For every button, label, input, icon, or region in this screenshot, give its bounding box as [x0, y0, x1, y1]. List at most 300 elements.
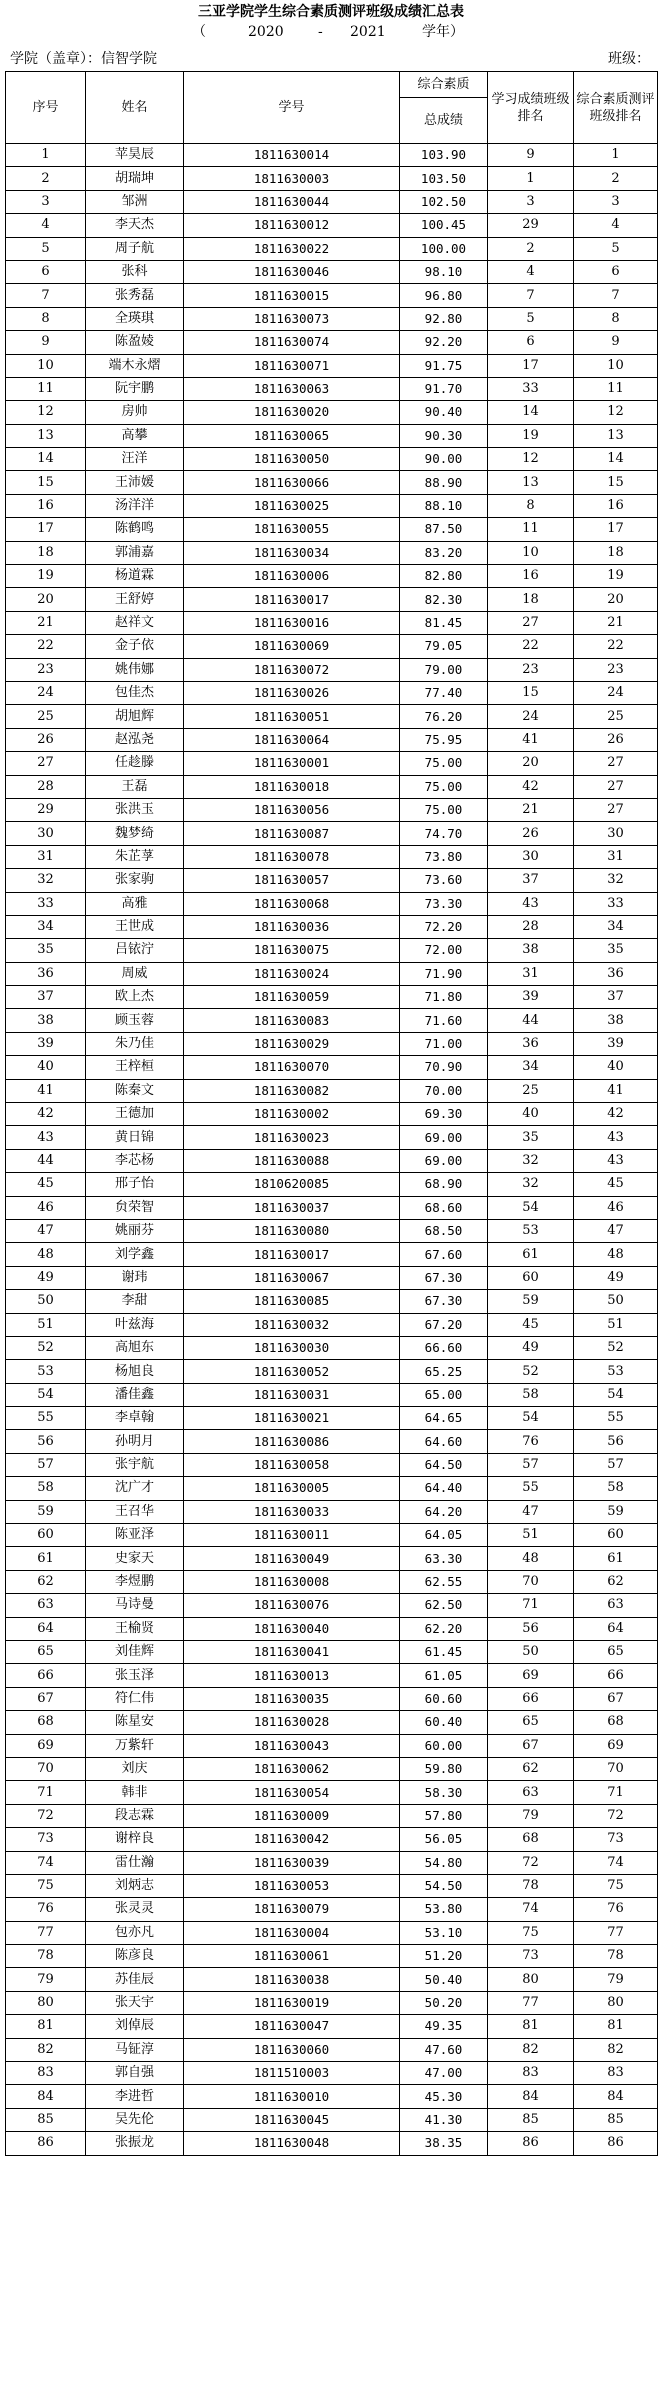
- cell-index: 82: [6, 2038, 86, 2061]
- cell-name: 刘佳辉: [86, 1641, 184, 1664]
- cell-eval-rank: 42: [574, 1103, 658, 1126]
- cell-eval-rank: 27: [574, 775, 658, 798]
- cell-name: 郭浦嘉: [86, 541, 184, 564]
- cell-score: 54.50: [400, 1874, 488, 1897]
- cell-score: 77.40: [400, 681, 488, 704]
- cell-name: 张玉泽: [86, 1664, 184, 1687]
- cell-name: 阮宇鹏: [86, 377, 184, 400]
- cell-eval-rank: 13: [574, 424, 658, 447]
- cell-index: 24: [6, 681, 86, 704]
- cell-name: 张科: [86, 260, 184, 283]
- cell-score: 102.50: [400, 190, 488, 213]
- cell-name: 张秀磊: [86, 284, 184, 307]
- cell-student-id: 1811630085: [184, 1290, 400, 1313]
- cell-study-rank: 62: [488, 1757, 574, 1780]
- cell-student-id: 1811630004: [184, 1921, 400, 1944]
- cell-study-rank: 40: [488, 1103, 574, 1126]
- cell-name: 沈广才: [86, 1477, 184, 1500]
- cell-name: 杨旭良: [86, 1360, 184, 1383]
- cell-study-rank: 7: [488, 284, 574, 307]
- cell-score: 72.00: [400, 939, 488, 962]
- cell-eval-rank: 14: [574, 448, 658, 471]
- cell-study-rank: 47: [488, 1500, 574, 1523]
- cell-eval-rank: 82: [574, 2038, 658, 2061]
- table-row: [6, 331, 658, 354]
- table-row: [6, 1874, 658, 1897]
- cell-eval-rank: 50: [574, 1290, 658, 1313]
- table-row: [6, 518, 658, 541]
- cell-eval-rank: 18: [574, 541, 658, 564]
- cell-index: 33: [6, 892, 86, 915]
- table-row: [6, 1757, 658, 1780]
- cell-study-rank: 4: [488, 260, 574, 283]
- cell-score: 70.90: [400, 1056, 488, 1079]
- class-label: 班级：: [608, 51, 650, 67]
- end-year: 2021: [350, 24, 386, 40]
- cell-eval-rank: 8: [574, 307, 658, 330]
- cell-name: 史家天: [86, 1547, 184, 1570]
- cell-student-id: 1811630078: [184, 845, 400, 868]
- table-row: [6, 869, 658, 892]
- cell-study-rank: 54: [488, 1196, 574, 1219]
- table-row: [6, 822, 658, 845]
- table-row: [6, 915, 658, 938]
- cell-study-rank: 61: [488, 1243, 574, 1266]
- year-dash: -: [318, 24, 323, 40]
- cell-study-rank: 54: [488, 1407, 574, 1430]
- cell-student-id: 1811630018: [184, 775, 400, 798]
- cell-index: 52: [6, 1336, 86, 1359]
- cell-score: 47.60: [400, 2038, 488, 2061]
- table-row: [6, 1009, 658, 1032]
- cell-name: 王榆贤: [86, 1617, 184, 1640]
- cell-study-rank: 75: [488, 1921, 574, 1944]
- cell-score: 64.60: [400, 1430, 488, 1453]
- cell-name: 高旭东: [86, 1336, 184, 1359]
- table-row: [6, 541, 658, 564]
- cell-student-id: 1811630024: [184, 962, 400, 985]
- table-row: [6, 1594, 658, 1617]
- cell-student-id: 1811630020: [184, 401, 400, 424]
- cell-index: 67: [6, 1687, 86, 1710]
- cell-name: 张天宇: [86, 1991, 184, 2014]
- cell-eval-rank: 9: [574, 331, 658, 354]
- cell-index: 42: [6, 1103, 86, 1126]
- table-row: [6, 775, 658, 798]
- cell-score: 64.20: [400, 1500, 488, 1523]
- table-row: [6, 260, 658, 283]
- table-row: [6, 1851, 658, 1874]
- cell-name: 房帅: [86, 401, 184, 424]
- cell-eval-rank: 43: [574, 1126, 658, 1149]
- cell-name: 王舒婷: [86, 588, 184, 611]
- cell-student-id: 1811630002: [184, 1103, 400, 1126]
- cell-score: 47.00: [400, 2062, 488, 2085]
- cell-eval-rank: 58: [574, 1477, 658, 1500]
- cell-study-rank: 80: [488, 1968, 574, 1991]
- table-row: [6, 377, 658, 400]
- cell-name: 张家驹: [86, 869, 184, 892]
- table-row: [6, 1687, 658, 1710]
- cell-name: 高攀: [86, 424, 184, 447]
- cell-eval-rank: 55: [574, 1407, 658, 1430]
- cell-student-id: 1811630053: [184, 1874, 400, 1897]
- cell-index: 63: [6, 1594, 86, 1617]
- table-row: [6, 1898, 658, 1921]
- cell-student-id: 1811630082: [184, 1079, 400, 1102]
- cell-eval-rank: 17: [574, 518, 658, 541]
- cell-student-id: 1811630031: [184, 1383, 400, 1406]
- cell-eval-rank: 16: [574, 494, 658, 517]
- cell-eval-rank: 70: [574, 1757, 658, 1780]
- cell-eval-rank: 37: [574, 986, 658, 1009]
- cell-study-rank: 22: [488, 635, 574, 658]
- cell-student-id: 1811630033: [184, 1500, 400, 1523]
- cell-eval-rank: 81: [574, 2015, 658, 2038]
- page-title: 三亚学院学生综合素质测评班级成绩汇总表: [198, 4, 464, 20]
- cell-eval-rank: 19: [574, 565, 658, 588]
- cell-eval-rank: 65: [574, 1641, 658, 1664]
- cell-student-id: 1811630066: [184, 471, 400, 494]
- cell-score: 62.55: [400, 1570, 488, 1593]
- cell-student-id: 1811630010: [184, 2085, 400, 2108]
- table-row: [6, 658, 658, 681]
- cell-eval-rank: 62: [574, 1570, 658, 1593]
- cell-study-rank: 33: [488, 377, 574, 400]
- table-row: [6, 2015, 658, 2038]
- cell-score: 91.70: [400, 377, 488, 400]
- cell-name: 谢玮: [86, 1266, 184, 1289]
- cell-eval-rank: 76: [574, 1898, 658, 1921]
- year-open-paren: （: [192, 24, 206, 40]
- cell-score: 67.30: [400, 1266, 488, 1289]
- table-row: [6, 167, 658, 190]
- cell-eval-rank: 41: [574, 1079, 658, 1102]
- cell-index: 80: [6, 1991, 86, 2014]
- cell-index: 81: [6, 2015, 86, 2038]
- cell-student-id: 1811630039: [184, 1851, 400, 1874]
- cell-study-rank: 23: [488, 658, 574, 681]
- cell-study-rank: 52: [488, 1360, 574, 1383]
- cell-index: 35: [6, 939, 86, 962]
- cell-eval-rank: 61: [574, 1547, 658, 1570]
- table-row: [6, 705, 658, 728]
- cell-index: 36: [6, 962, 86, 985]
- cell-study-rank: 8: [488, 494, 574, 517]
- cell-index: 83: [6, 2062, 86, 2085]
- cell-score: 79.00: [400, 658, 488, 681]
- cell-eval-rank: 20: [574, 588, 658, 611]
- cell-index: 44: [6, 1149, 86, 1172]
- cell-study-rank: 77: [488, 1991, 574, 2014]
- cell-index: 60: [6, 1524, 86, 1547]
- cell-eval-rank: 34: [574, 915, 658, 938]
- cell-student-id: 1811630005: [184, 1477, 400, 1500]
- cell-index: 50: [6, 1290, 86, 1313]
- cell-eval-rank: 6: [574, 260, 658, 283]
- cell-name: 陈鹤鸣: [86, 518, 184, 541]
- table-row: [6, 1945, 658, 1968]
- table-row: [6, 681, 658, 704]
- cell-name: 万紫轩: [86, 1734, 184, 1757]
- cell-name: 王召华: [86, 1500, 184, 1523]
- cell-study-rank: 82: [488, 2038, 574, 2061]
- cell-study-rank: 76: [488, 1430, 574, 1453]
- cell-study-rank: 51: [488, 1524, 574, 1547]
- cell-eval-rank: 66: [574, 1664, 658, 1687]
- cell-eval-rank: 25: [574, 705, 658, 728]
- table-row: [6, 962, 658, 985]
- cell-student-id: 1811630011: [184, 1524, 400, 1547]
- table-row: [6, 1430, 658, 1453]
- cell-index: 69: [6, 1734, 86, 1757]
- cell-study-rank: 32: [488, 1173, 574, 1196]
- header-study-rank: 学习成绩班级排名: [488, 72, 574, 144]
- table-row: [6, 1547, 658, 1570]
- cell-index: 54: [6, 1383, 86, 1406]
- table-row: [6, 1360, 658, 1383]
- table-row: [6, 1336, 658, 1359]
- table-row: [6, 2062, 658, 2085]
- table-row: [6, 565, 658, 588]
- cell-score: 56.05: [400, 1828, 488, 1851]
- cell-study-rank: 19: [488, 424, 574, 447]
- cell-study-rank: 85: [488, 2108, 574, 2131]
- cell-index: 48: [6, 1243, 86, 1266]
- cell-eval-rank: 54: [574, 1383, 658, 1406]
- cell-student-id: 1811630060: [184, 2038, 400, 2061]
- cell-student-id: 1811630017: [184, 1243, 400, 1266]
- cell-index: 7: [6, 284, 86, 307]
- cell-eval-rank: 5: [574, 237, 658, 260]
- cell-eval-rank: 23: [574, 658, 658, 681]
- cell-name: 张宇航: [86, 1453, 184, 1476]
- cell-eval-rank: 84: [574, 2085, 658, 2108]
- cell-score: 38.35: [400, 2132, 488, 2155]
- cell-score: 76.20: [400, 705, 488, 728]
- cell-study-rank: 37: [488, 869, 574, 892]
- table-row: [6, 2132, 658, 2155]
- cell-eval-rank: 69: [574, 1734, 658, 1757]
- cell-study-rank: 78: [488, 1874, 574, 1897]
- cell-index: 5: [6, 237, 86, 260]
- cell-score: 90.00: [400, 448, 488, 471]
- cell-score: 41.30: [400, 2108, 488, 2131]
- cell-name: 邹洲: [86, 190, 184, 213]
- cell-score: 68.50: [400, 1219, 488, 1242]
- cell-study-rank: 25: [488, 1079, 574, 1102]
- cell-eval-rank: 3: [574, 190, 658, 213]
- cell-eval-rank: 22: [574, 635, 658, 658]
- table-row: [6, 1617, 658, 1640]
- cell-eval-rank: 27: [574, 752, 658, 775]
- cell-study-rank: 16: [488, 565, 574, 588]
- table-row: [6, 635, 658, 658]
- cell-score: 68.90: [400, 1173, 488, 1196]
- cell-student-id: 1811630052: [184, 1360, 400, 1383]
- cell-name: 潘佳鑫: [86, 1383, 184, 1406]
- cell-score: 54.80: [400, 1851, 488, 1874]
- table-row: [6, 1219, 658, 1242]
- cell-name: 姚丽芬: [86, 1219, 184, 1242]
- cell-study-rank: 72: [488, 1851, 574, 1874]
- cell-index: 10: [6, 354, 86, 377]
- cell-student-id: 1811630069: [184, 635, 400, 658]
- cell-study-rank: 1: [488, 167, 574, 190]
- table-row: [6, 307, 658, 330]
- cell-name: 张洪玉: [86, 798, 184, 821]
- cell-name: 李煜鹏: [86, 1570, 184, 1593]
- cell-study-rank: 30: [488, 845, 574, 868]
- cell-index: 4: [6, 214, 86, 237]
- cell-student-id: 1811630083: [184, 1009, 400, 1032]
- cell-student-id: 1811630045: [184, 2108, 400, 2131]
- table-row: [6, 752, 658, 775]
- cell-name: 刘庆: [86, 1757, 184, 1780]
- cell-name: 苹昊辰: [86, 144, 184, 167]
- cell-eval-rank: 15: [574, 471, 658, 494]
- cell-study-rank: 20: [488, 752, 574, 775]
- cell-name: 吴先伦: [86, 2108, 184, 2131]
- cell-score: 67.60: [400, 1243, 488, 1266]
- cell-study-rank: 36: [488, 1032, 574, 1055]
- cell-study-rank: 49: [488, 1336, 574, 1359]
- cell-study-rank: 29: [488, 214, 574, 237]
- cell-eval-rank: 30: [574, 822, 658, 845]
- cell-score: 50.20: [400, 1991, 488, 2014]
- cell-index: 74: [6, 1851, 86, 1874]
- cell-index: 86: [6, 2132, 86, 2155]
- table-row: [6, 1991, 658, 2014]
- cell-study-rank: 14: [488, 401, 574, 424]
- cell-study-rank: 38: [488, 939, 574, 962]
- header-student-id: 学号: [184, 72, 400, 144]
- cell-student-id: 1811630013: [184, 1664, 400, 1687]
- cell-eval-rank: 71: [574, 1781, 658, 1804]
- table-row: [6, 1056, 658, 1079]
- cell-name: 顾玉蓉: [86, 1009, 184, 1032]
- table-row: [6, 1804, 658, 1827]
- cell-study-rank: 81: [488, 2015, 574, 2038]
- cell-study-rank: 2: [488, 237, 574, 260]
- table-row: [6, 1266, 658, 1289]
- cell-eval-rank: 24: [574, 681, 658, 704]
- table-row: [6, 2038, 658, 2061]
- cell-score: 82.30: [400, 588, 488, 611]
- cell-index: 23: [6, 658, 86, 681]
- cell-student-id: 1811630016: [184, 611, 400, 634]
- cell-score: 71.60: [400, 1009, 488, 1032]
- cell-score: 65.00: [400, 1383, 488, 1406]
- cell-eval-rank: 68: [574, 1711, 658, 1734]
- cell-score: 69.00: [400, 1126, 488, 1149]
- cell-score: 65.25: [400, 1360, 488, 1383]
- cell-study-rank: 65: [488, 1711, 574, 1734]
- cell-name: 包佳杰: [86, 681, 184, 704]
- cell-index: 84: [6, 2085, 86, 2108]
- header-score-top: 综合素质: [400, 72, 488, 98]
- cell-score: 79.05: [400, 635, 488, 658]
- cell-eval-rank: 36: [574, 962, 658, 985]
- cell-score: 45.30: [400, 2085, 488, 2108]
- table-row: [6, 214, 658, 237]
- cell-score: 64.65: [400, 1407, 488, 1430]
- cell-score: 87.50: [400, 518, 488, 541]
- table-row: [6, 1570, 658, 1593]
- cell-index: 70: [6, 1757, 86, 1780]
- cell-score: 75.00: [400, 775, 488, 798]
- cell-name: 李甜: [86, 1290, 184, 1313]
- cell-student-id: 1811630032: [184, 1313, 400, 1336]
- cell-index: 32: [6, 869, 86, 892]
- cell-student-id: 1811630017: [184, 588, 400, 611]
- cell-name: 周子航: [86, 237, 184, 260]
- cell-study-rank: 35: [488, 1126, 574, 1149]
- cell-index: 56: [6, 1430, 86, 1453]
- cell-student-id: 1811630029: [184, 1032, 400, 1055]
- cell-eval-rank: 79: [574, 1968, 658, 1991]
- cell-study-rank: 59: [488, 1290, 574, 1313]
- table-row: [6, 611, 658, 634]
- table-row: [6, 798, 658, 821]
- cell-score: 92.80: [400, 307, 488, 330]
- cell-study-rank: 67: [488, 1734, 574, 1757]
- cell-student-id: 1811630056: [184, 798, 400, 821]
- cell-student-id: 1811630048: [184, 2132, 400, 2155]
- cell-score: 71.00: [400, 1032, 488, 1055]
- table-row: [6, 1711, 658, 1734]
- cell-index: 19: [6, 565, 86, 588]
- table-row: [6, 1828, 658, 1851]
- cell-index: 41: [6, 1079, 86, 1102]
- cell-study-rank: 27: [488, 611, 574, 634]
- cell-student-id: 1811630015: [184, 284, 400, 307]
- cell-student-id: 1811630026: [184, 681, 400, 704]
- cell-student-id: 1811630079: [184, 1898, 400, 1921]
- cell-student-id: 1811630073: [184, 307, 400, 330]
- cell-student-id: 1811630006: [184, 565, 400, 588]
- table-row: [6, 284, 658, 307]
- cell-score: 53.10: [400, 1921, 488, 1944]
- cell-index: 3: [6, 190, 86, 213]
- cell-study-rank: 41: [488, 728, 574, 751]
- table-row: [6, 190, 658, 213]
- cell-score: 53.80: [400, 1898, 488, 1921]
- cell-score: 72.20: [400, 915, 488, 938]
- cell-eval-rank: 63: [574, 1594, 658, 1617]
- cell-student-id: 1811630088: [184, 1149, 400, 1172]
- cell-student-id: 1811630040: [184, 1617, 400, 1640]
- cell-score: 62.20: [400, 1617, 488, 1640]
- cell-eval-rank: 57: [574, 1453, 658, 1476]
- cell-score: 61.45: [400, 1641, 488, 1664]
- score-table: [5, 71, 658, 2156]
- table-body: [6, 144, 658, 2156]
- cell-score: 57.80: [400, 1804, 488, 1827]
- cell-study-rank: 53: [488, 1219, 574, 1242]
- cell-score: 73.30: [400, 892, 488, 915]
- cell-student-id: 1811630059: [184, 986, 400, 1009]
- meta-row: [0, 48, 662, 70]
- table-row: [6, 845, 658, 868]
- cell-eval-rank: 38: [574, 1009, 658, 1032]
- cell-name: 胡旭辉: [86, 705, 184, 728]
- cell-score: 62.50: [400, 1594, 488, 1617]
- cell-student-id: 1811630014: [184, 144, 400, 167]
- cell-name: 符仁伟: [86, 1687, 184, 1710]
- cell-study-rank: 74: [488, 1898, 574, 1921]
- cell-index: 13: [6, 424, 86, 447]
